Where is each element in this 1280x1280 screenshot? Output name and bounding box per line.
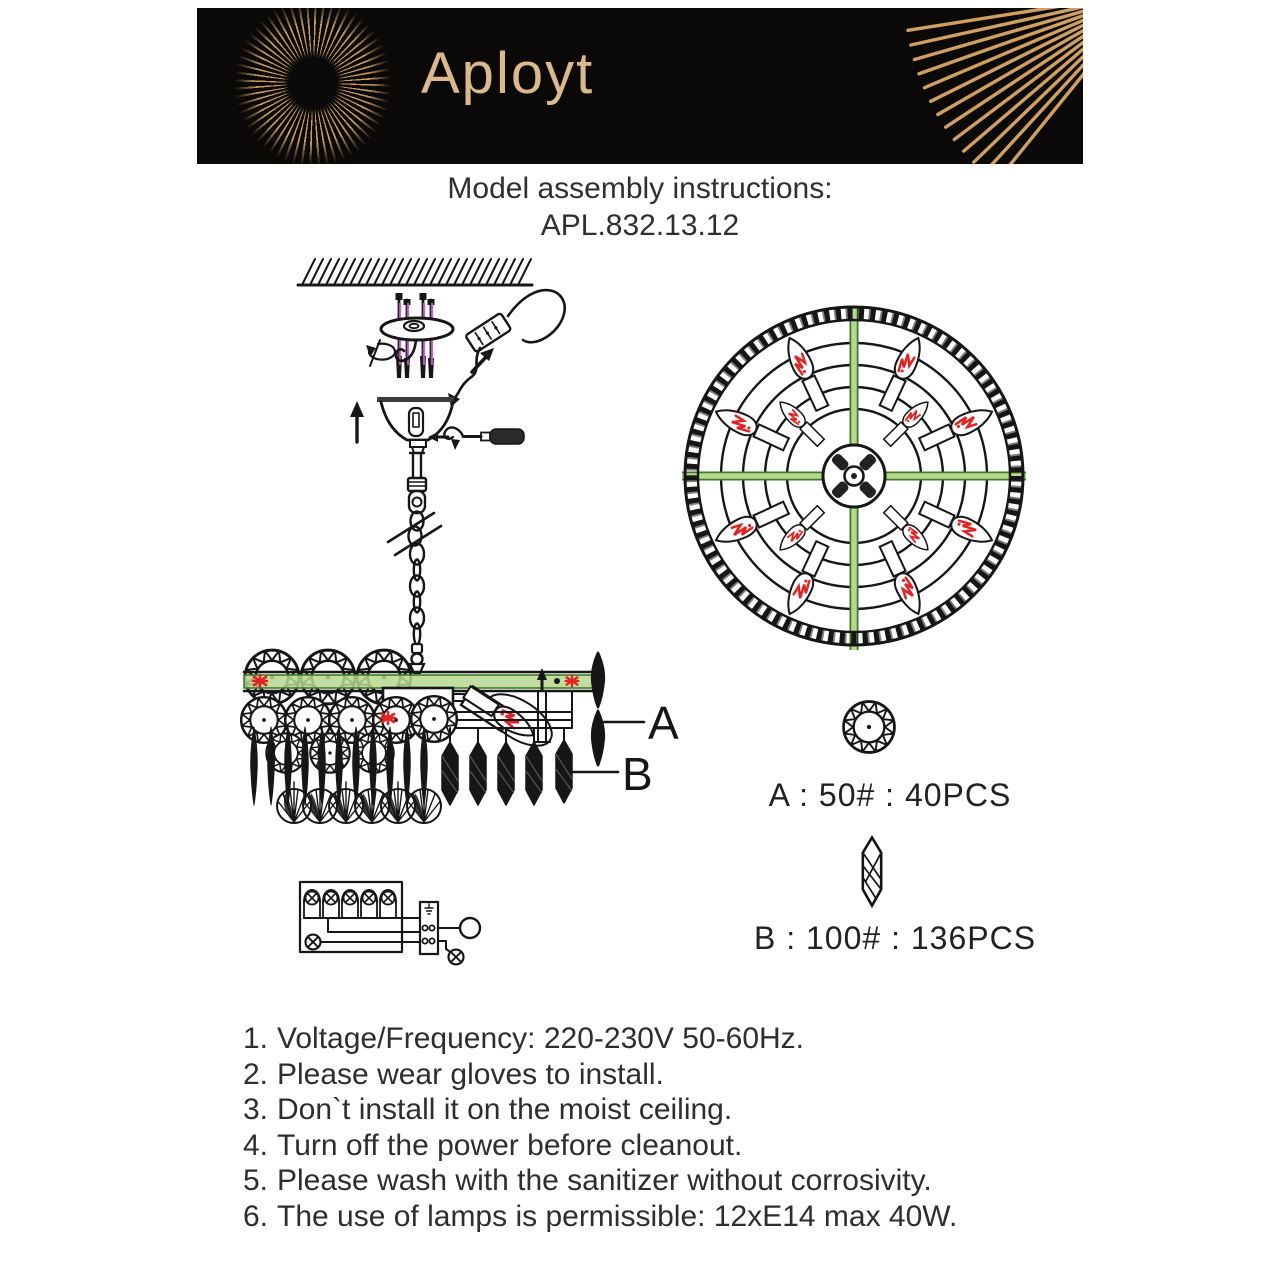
up-arrow-icon — [350, 401, 364, 442]
item-number: 5. — [243, 1164, 269, 1197]
screwdriver-icon — [428, 427, 524, 450]
model-number: APL.832.13.12 — [540, 209, 740, 242]
lamp-symbols — [304, 890, 396, 918]
brand-name: Aployt — [421, 41, 595, 106]
item-number: 2. — [243, 1057, 269, 1091]
center-hub — [823, 445, 885, 507]
item-text: Voltage/Frequency: 220-230V 50-60Hz. — [277, 1022, 805, 1055]
label-a: A — [648, 697, 679, 749]
list-item — [243, 1199, 1073, 1235]
switch-loop-icon — [460, 918, 480, 938]
item-text: Don`t install it on the moist ceiling. — [277, 1093, 733, 1126]
item-number: 3. — [243, 1093, 269, 1126]
list-item — [243, 1092, 1073, 1128]
side-view-diagram — [220, 250, 680, 850]
part-a-icon — [841, 699, 897, 755]
list-item — [243, 1021, 1073, 1057]
item-number: 4. — [243, 1128, 269, 1162]
list-item — [243, 1163, 1073, 1199]
chain-break-icon — [388, 513, 441, 555]
wiring-diagram — [288, 872, 498, 977]
item-text: The use of lamps is permissible: 12xE14 max 40W. — [277, 1199, 958, 1233]
list-item — [243, 1057, 1073, 1093]
item-text: Please wash with the sanitizer without corrosivity. — [277, 1164, 932, 1197]
part-b-icon — [856, 833, 888, 911]
mounting-plate — [366, 293, 453, 378]
list-item — [243, 1128, 1073, 1164]
part-callouts — [572, 697, 679, 800]
part-b-spec: B : 100# : 136PCS — [753, 920, 1037, 956]
instruction-list — [243, 1021, 1073, 1234]
rotate-arrow-icon — [366, 340, 395, 366]
canopy — [377, 397, 454, 453]
page-title: Model assembly instructions: — [447, 172, 833, 205]
corner-rays-icon — [197, 8, 1083, 164]
terminal-block — [420, 902, 438, 954]
brand-banner — [197, 8, 1083, 164]
stem-and-chain — [388, 453, 441, 673]
item-text: Please wear gloves to install. — [277, 1057, 664, 1091]
item-number: 6. — [243, 1199, 269, 1233]
top-view-diagram — [674, 296, 1034, 656]
ceiling-hatch-icon — [298, 259, 532, 285]
chandelier-body — [241, 650, 604, 823]
label-b: B — [622, 748, 653, 800]
item-number: 1. — [243, 1022, 269, 1055]
wire-connector — [448, 290, 565, 407]
part-a-spec: A : 50# : 40PCS — [768, 777, 1012, 813]
item-text: Turn off the power before cleanout. — [277, 1128, 743, 1162]
